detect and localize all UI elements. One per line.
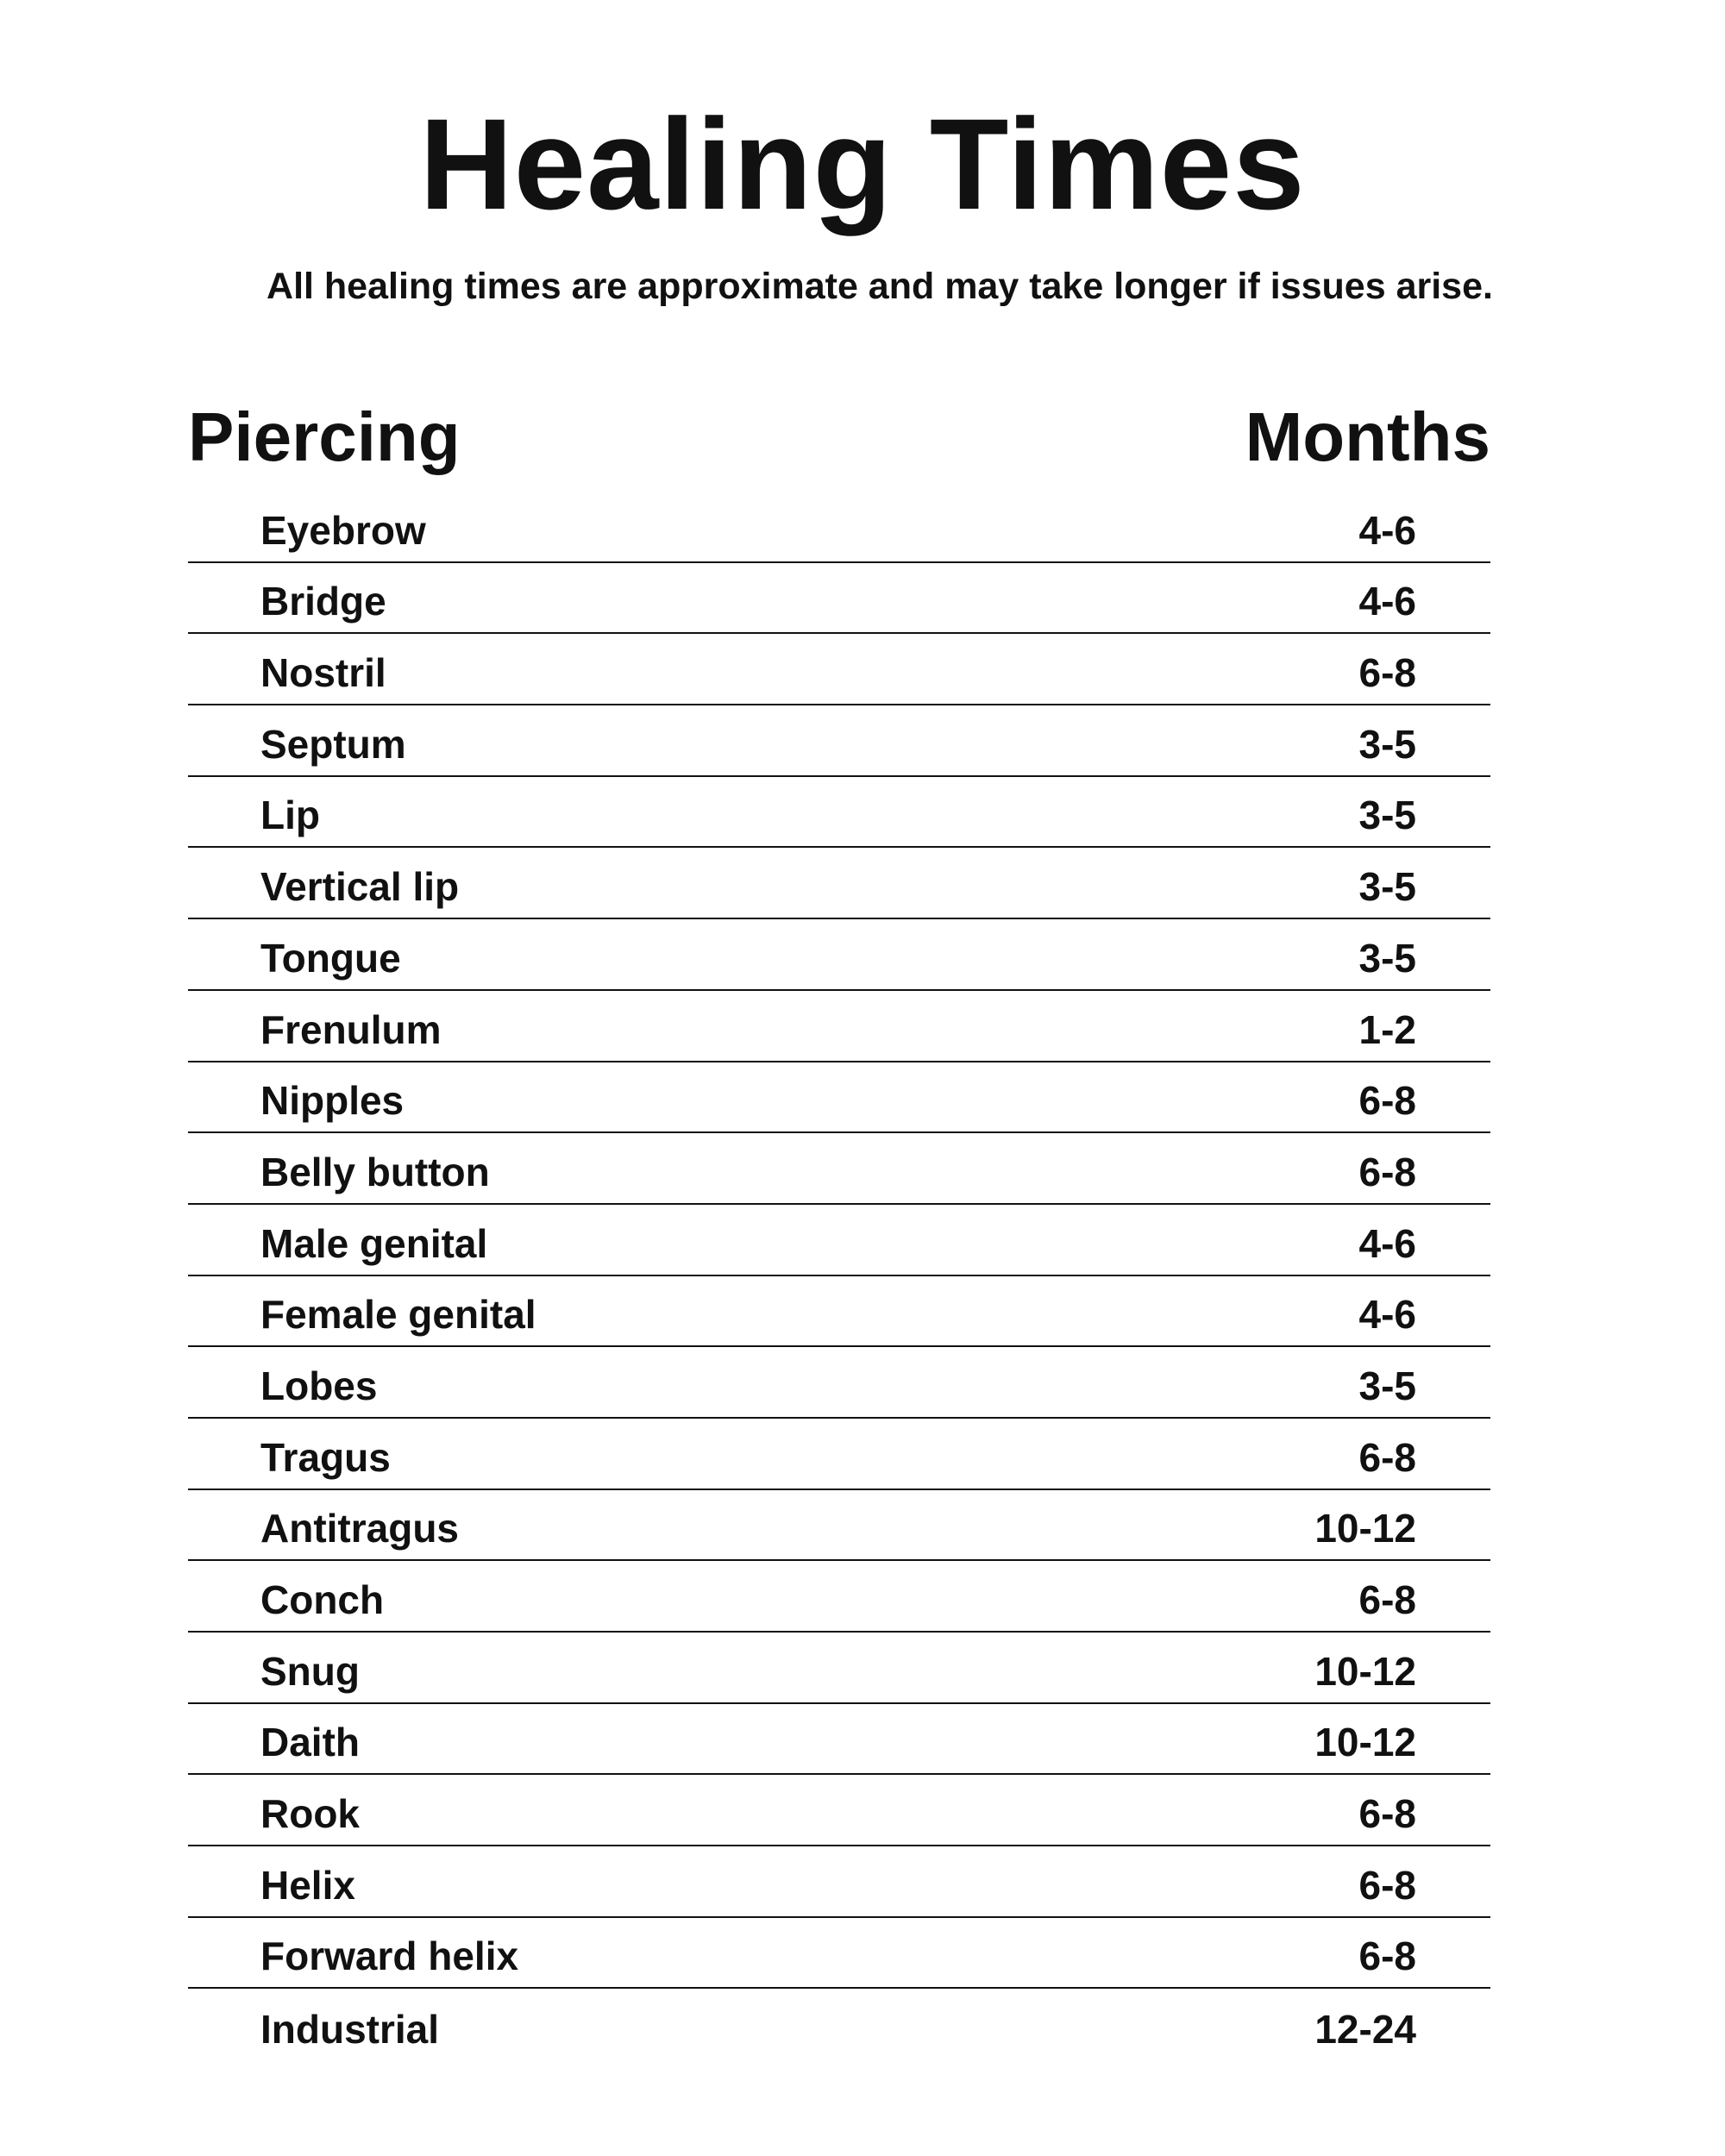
table-row: [188, 1633, 1490, 1704]
table-row: [188, 1561, 1490, 1633]
table-row: [188, 919, 1490, 991]
healing-months: 3-5: [1358, 935, 1416, 981]
table-row: [188, 1205, 1490, 1276]
healing-months: 6-8: [1358, 1791, 1416, 1837]
table-row: [188, 991, 1490, 1062]
table-row: [188, 1062, 1490, 1134]
table-row: [188, 1918, 1490, 1990]
piercing-name: Tragus: [260, 1434, 391, 1480]
piercing-name: Lip: [260, 793, 320, 838]
piercing-name: Forward helix: [260, 1934, 519, 1979]
piercing-name: Snug: [260, 1648, 360, 1694]
piercing-name: Industrial: [260, 2007, 440, 2053]
table-row: [188, 634, 1490, 705]
healing-months: 3-5: [1358, 721, 1416, 767]
healing-months: 3-5: [1358, 864, 1416, 910]
table-row: [188, 1276, 1490, 1348]
healing-months: 6-8: [1358, 1149, 1416, 1194]
healing-months: 4-6: [1358, 1220, 1416, 1266]
table-row: [188, 1989, 1490, 2060]
piercing-name: Nostril: [260, 650, 386, 696]
piercing-name: Vertical lip: [260, 864, 460, 910]
healing-months: 3-5: [1358, 1363, 1416, 1408]
piercing-name: Helix: [260, 1862, 355, 1908]
piercing-name: Lobes: [260, 1363, 378, 1408]
table-row: [188, 848, 1490, 919]
table-row: [188, 705, 1490, 777]
piercing-name: Tongue: [260, 935, 401, 981]
healing-months: 6-8: [1358, 1934, 1416, 1979]
healing-months: 10-12: [1314, 1720, 1416, 1765]
column-header-piercing: Piercing: [188, 398, 461, 475]
table-row: [188, 563, 1490, 635]
piercing-name: Conch: [260, 1577, 385, 1622]
healing-months: 6-8: [1358, 1577, 1416, 1622]
table-row: [188, 1347, 1490, 1419]
page-title: Healing Times: [419, 91, 1306, 236]
piercing-name: Female genital: [260, 1292, 536, 1338]
piercing-name: Nipples: [260, 1078, 405, 1124]
page-subtitle: All healing times are approximate and may take longer if issues arise.: [267, 266, 1493, 307]
healing-months: 1-2: [1358, 1006, 1416, 1052]
piercing-name: Rook: [260, 1791, 360, 1837]
piercing-name: Male genital: [260, 1220, 488, 1266]
healing-months: 6-8: [1358, 1078, 1416, 1124]
healing-months: 4-6: [1358, 1292, 1416, 1338]
table-row: [188, 1419, 1490, 1490]
piercing-name: Bridge: [260, 579, 386, 624]
table-row: [188, 1704, 1490, 1776]
healing-months: 4-6: [1358, 507, 1416, 553]
piercing-name: Antitragus: [260, 1506, 459, 1551]
table-row: [188, 1133, 1490, 1205]
healing-months: 6-8: [1358, 1434, 1416, 1480]
healing-months: 10-12: [1314, 1648, 1416, 1694]
healing-months: 10-12: [1314, 1506, 1416, 1551]
piercing-name: Frenulum: [260, 1006, 442, 1052]
piercing-name: Belly button: [260, 1149, 490, 1194]
piercing-name: Eyebrow: [260, 507, 426, 553]
table-row: [188, 777, 1490, 849]
column-header-months: Months: [1245, 398, 1490, 475]
healing-times-table: [188, 492, 1490, 2060]
healing-months: 6-8: [1358, 1862, 1416, 1908]
piercing-name: Daith: [260, 1720, 360, 1765]
healing-months: 6-8: [1358, 650, 1416, 696]
table-row: [188, 1490, 1490, 1562]
healing-months: 4-6: [1358, 579, 1416, 624]
healing-months: 3-5: [1358, 793, 1416, 838]
table-row: [188, 1775, 1490, 1846]
piercing-name: Septum: [260, 721, 406, 767]
table-row: [188, 492, 1490, 563]
healing-months: 12-24: [1314, 2007, 1416, 2053]
table-row: [188, 1846, 1490, 1918]
